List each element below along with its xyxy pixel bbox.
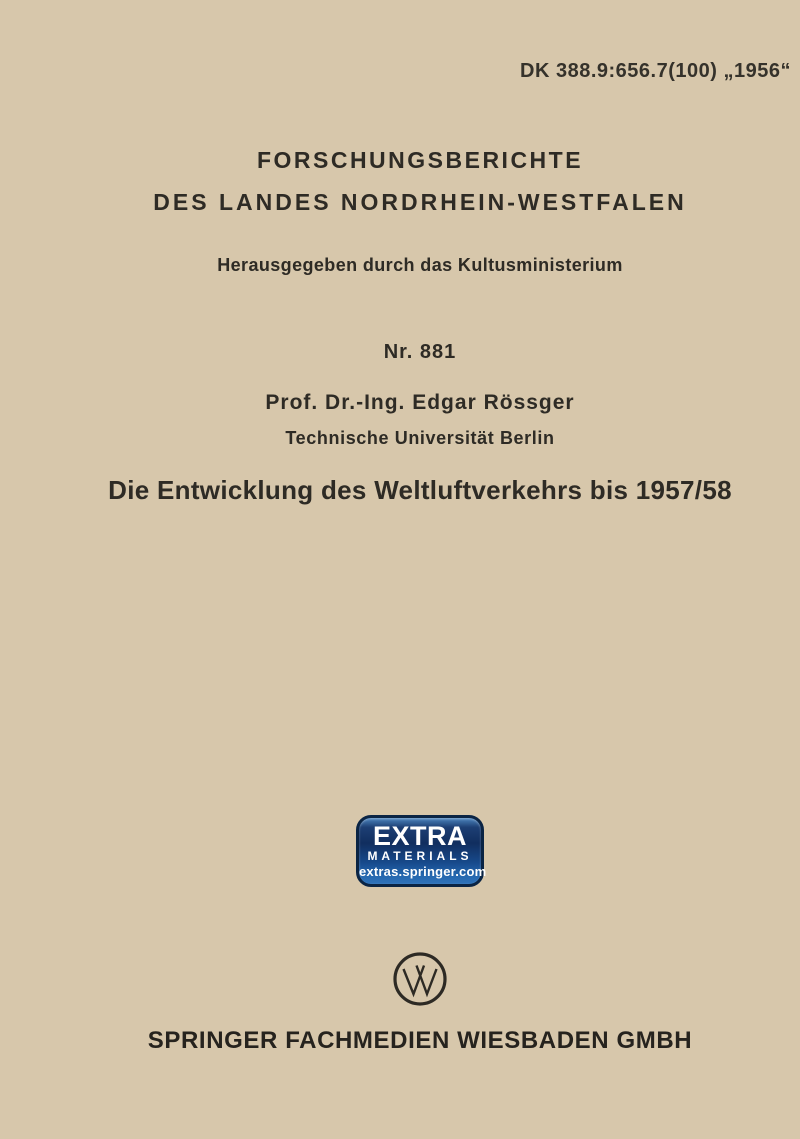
- publisher-imprint: SPRINGER FACHMEDIEN WIESBADEN GMBH: [147, 1027, 693, 1054]
- series-title-line1: FORSCHUNGSBERICHTE: [256, 147, 584, 173]
- badge-materials-label: MATERIALS: [367, 849, 473, 863]
- book-title: Die Entwicklung des Weltluftverkehrs bis 1957/58: [108, 475, 732, 505]
- dk-classification-code: DK 388.9:656.7(100) „1956“: [520, 60, 791, 82]
- series-title-line2: DES LANDES NORDRHEIN-WESTFALEN: [153, 189, 687, 215]
- extra-materials-badge[interactable]: [356, 815, 487, 887]
- author-affiliation: Technische Universität Berlin: [285, 428, 555, 448]
- author-name: Prof. Dr.-Ing. Edgar Rössger: [265, 391, 575, 414]
- editor-note: Herausgegeben durch das Kultusministerium: [217, 255, 623, 275]
- issue-number: Nr. 881: [383, 341, 457, 363]
- badge-extra-label: EXTRA: [372, 821, 467, 851]
- vieweg-w-monogram-icon: [391, 950, 449, 1008]
- publisher-logo-row: [40, 950, 800, 1013]
- badge-url: extras.springer.com: [359, 864, 487, 879]
- extra-materials-badge-row: [40, 815, 800, 887]
